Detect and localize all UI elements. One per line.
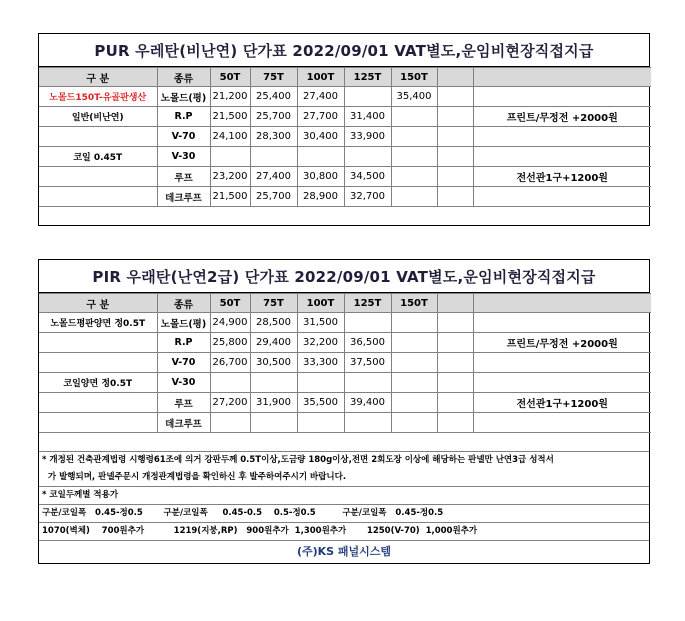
header-100t: 100T [297,68,344,87]
pur-header-row [39,68,651,87]
price-125t: 32,700 [344,187,391,207]
category-cell [39,167,157,187]
price-100t: 27,400 [297,87,344,107]
extra-cell [437,313,473,333]
table-row [39,353,651,373]
price-75t: 29,400 [250,333,297,353]
footnote-law-cont: 가 발행되며, 판넬주문시 개정관계법령을 확인하신 후 발주하여주시기 바랍니다. [42,472,347,482]
type-cell: V-70 [157,353,210,373]
extra-cell [437,87,473,107]
header-category: 구 분 [39,68,157,87]
price-150t [391,147,437,167]
extra-cell [437,353,473,373]
price-50t: 27,200 [210,393,250,413]
type-cell: 노몰드(평) [157,313,210,333]
price-75t: 25,400 [250,87,297,107]
price-100t: 30,400 [297,127,344,147]
category-cell: 노몰드150T-유골판생산 [39,87,157,107]
header-150t: 150T [391,294,437,313]
pir-header-row [39,294,651,313]
price-75t [250,373,297,393]
footnote-coil-values: 1070(벽체) 700원추가 1219(지붕,RP) 900원추가 1,300원추가 1250(V-70) 1,000원추가 [39,522,649,540]
price-50t: 26,700 [210,353,250,373]
price-100t: 28,900 [297,187,344,207]
header-75t: 75T [250,68,297,87]
pir-title: PIR 우래탄(난연2급) 단가표 2022/09/01 VAT별도,운임비현장직접지급 [39,260,649,293]
pir-price-sheet [38,259,650,564]
price-125t: 31,400 [344,107,391,127]
extra-cell [437,167,473,187]
price-150t [391,313,437,333]
price-75t: 25,700 [250,187,297,207]
extra-cell [437,107,473,127]
price-150t [391,413,437,433]
company-name: (주)KS 패널시스템 [39,540,649,563]
type-cell: 데크루프 [157,187,210,207]
price-125t [344,373,391,393]
header-empty [437,294,473,313]
header-type: 종류 [157,68,210,87]
pur-title: PUR 우레탄(비난연) 단가표 2022/09/01 VAT별도,운임비현장직접지급 [39,34,649,67]
category-cell [39,333,157,353]
price-75t [250,413,297,433]
price-150t [391,353,437,373]
footnote-coil-header: 구분/코일폭 0.45-정0.5 구분/코일폭 0.45-0.5 0.5-정0.5 구분/코일폭 0.45-정0.5 [39,504,649,522]
extra-cell [437,373,473,393]
price-100t: 27,700 [297,107,344,127]
type-cell: V-70 [157,127,210,147]
price-125t: 36,500 [344,333,391,353]
note-cell [473,127,651,147]
price-50t [210,413,250,433]
price-75t [250,147,297,167]
price-150t [391,333,437,353]
category-cell: 일반(비난연) [39,107,157,127]
price-150t [391,107,437,127]
extra-cell [437,187,473,207]
price-75t: 31,900 [250,393,297,413]
price-125t: 33,900 [344,127,391,147]
price-100t: 30,800 [297,167,344,187]
price-150t [391,393,437,413]
category-cell [39,353,157,373]
price-125t [344,87,391,107]
pur-price-sheet [38,33,650,226]
price-50t: 21,500 [210,187,250,207]
price-75t: 25,700 [250,107,297,127]
note-cell: 프린트/무정전 +2000원 [473,333,651,353]
header-100t: 100T [297,294,344,313]
price-100t [297,147,344,167]
price-100t: 33,300 [297,353,344,373]
header-150t: 150T [391,68,437,87]
price-50t: 24,100 [210,127,250,147]
price-50t [210,373,250,393]
type-cell: 데크루프 [157,413,210,433]
footnote-coil-title: * 코일두께별 적용가 [39,486,649,504]
table-row [39,413,651,433]
table-row [39,187,651,207]
header-75t: 75T [250,294,297,313]
extra-cell [437,127,473,147]
note-cell [473,87,651,107]
note-cell: 프린트/무정전 +2000원 [473,107,651,127]
type-cell: R.P [157,333,210,353]
price-50t: 24,900 [210,313,250,333]
category-cell [39,393,157,413]
price-50t: 23,200 [210,167,250,187]
table-row [39,333,651,353]
extra-cell [437,333,473,353]
note-cell: 전선관1구+1200원 [473,393,651,413]
type-cell: 루프 [157,167,210,187]
category-cell [39,187,157,207]
header-50t: 50T [210,294,250,313]
header-category: 구 분 [39,294,157,313]
blank-cell [39,433,651,452]
price-150t [391,127,437,147]
table-row [39,147,651,167]
pur-price-table [39,67,651,225]
price-100t: 35,500 [297,393,344,413]
table-row [39,373,651,393]
price-125t [344,147,391,167]
price-75t: 27,400 [250,167,297,187]
price-75t: 28,300 [250,127,297,147]
price-150t [391,167,437,187]
category-cell: 코일양면 정0.5T [39,373,157,393]
price-50t [210,147,250,167]
blank-cell [39,207,651,226]
price-75t: 28,500 [250,313,297,333]
blank-row [39,207,651,226]
header-note [473,294,651,313]
table-row [39,313,651,333]
note-cell: 전선관1구+1200원 [473,167,651,187]
category-cell: 코일 0.45T [39,147,157,167]
blank-row [39,433,651,452]
note-cell [473,187,651,207]
price-125t [344,313,391,333]
note-cell [473,413,651,433]
extra-cell [437,393,473,413]
type-cell: 노몰드(평) [157,87,210,107]
category-cell [39,413,157,433]
note-cell [473,147,651,167]
note-cell [473,353,651,373]
extra-cell [437,147,473,167]
header-type: 종류 [157,294,210,313]
price-125t: 37,500 [344,353,391,373]
table-row [39,393,651,413]
header-note [473,68,651,87]
price-100t: 32,200 [297,333,344,353]
table-row [39,127,651,147]
extra-cell [437,413,473,433]
type-cell: 루프 [157,393,210,413]
price-75t: 30,500 [250,353,297,373]
type-cell: V-30 [157,147,210,167]
note-cell [473,373,651,393]
price-150t: 35,400 [391,87,437,107]
footnote-law: * 개정된 건축관계법령 시행령61조에 의거 강판두께 0.5T이상,도금량 180g이상,전면 2회도장 이상에 해당하는 판넬만 난연3급 성적서 [39,451,649,469]
price-125t: 34,500 [344,167,391,187]
type-cell: R.P [157,107,210,127]
price-50t: 21,200 [210,87,250,107]
price-50t: 21,500 [210,107,250,127]
category-cell: 노몰드평판양면 정0.5T [39,313,157,333]
price-125t: 39,400 [344,393,391,413]
header-125t: 125T [344,68,391,87]
price-100t [297,413,344,433]
table-row [39,107,651,127]
price-150t [391,187,437,207]
pir-price-table [39,293,651,451]
header-125t: 125T [344,294,391,313]
price-50t: 25,800 [210,333,250,353]
price-125t [344,413,391,433]
price-100t [297,373,344,393]
table-row [39,167,651,187]
header-50t: 50T [210,68,250,87]
note-cell [473,313,651,333]
type-cell: V-30 [157,373,210,393]
category-cell [39,127,157,147]
price-100t: 31,500 [297,313,344,333]
header-empty [437,68,473,87]
table-row [39,87,651,107]
price-150t [391,373,437,393]
